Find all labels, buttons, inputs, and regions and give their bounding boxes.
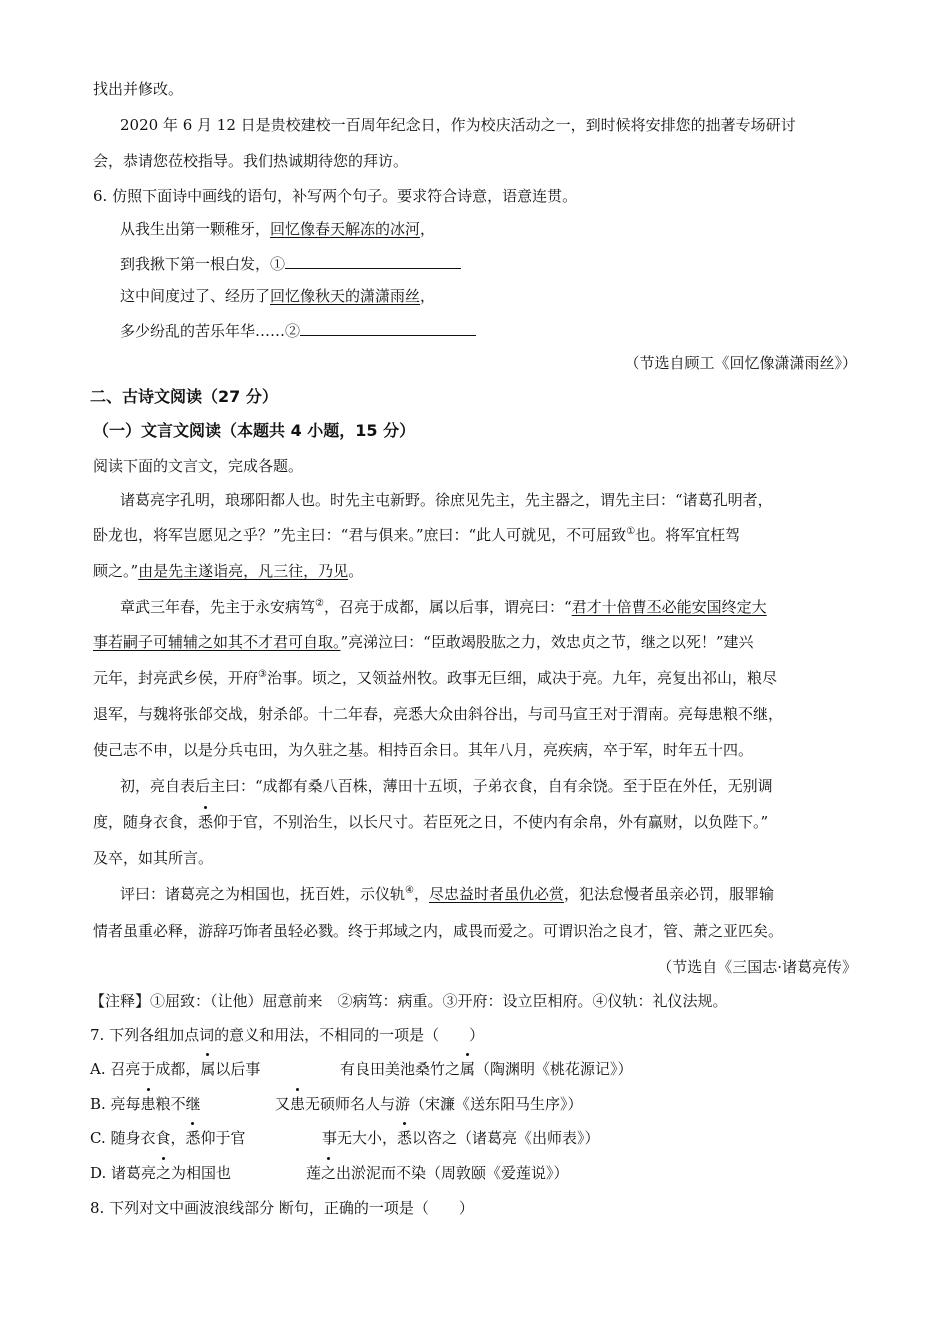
answer-blank-1[interactable] [285, 252, 461, 269]
wavy-line-segment: 君才十倍曹丕必能安国终定大 [571, 598, 767, 616]
option-text: 有良田美池桑竹之 [340, 1060, 461, 1078]
footnote-mark: ③ [258, 669, 267, 680]
underlined-sentence: 由是先主遂诣亮，凡三往，乃见 [138, 562, 349, 580]
text-line: 2020 年 6 月 12 日是贵校建校一百周年纪念日，作为校庆活动之一，到时候将安排您的拙著专场研讨 [120, 116, 796, 134]
passage-text: 评曰：诸葛亮之为相国也，抚百姓，示仪轨 [120, 885, 406, 903]
text-line: 找出并修改。 [93, 80, 184, 98]
option-text: 以咨之（诸葛亮《出师表》） [412, 1129, 600, 1147]
question-7: 7. 下列各组加点词的意义和用法，不相同的一项是（ ） [90, 1026, 485, 1044]
passage-line [120, 883, 774, 905]
option-text: C. 随身衣食， [90, 1129, 186, 1147]
option-text: （陶渊明《桃花源记》） [475, 1060, 633, 1078]
section-heading: 二、古诗文阅读（27 分） [90, 387, 278, 406]
passage-text: 章武三年春，先主于永安病笃 [120, 598, 316, 616]
footnote-mark: ④ [405, 885, 414, 896]
poem-text: 多少纷乱的苦乐年华……② [120, 322, 301, 340]
passage-text: ，犯法怠慢者虽亲必罚，服罪输 [564, 885, 775, 903]
poem-text: 到我揪下第一根白发，① [120, 255, 286, 273]
underlined-sentence: 尽忠益时者虽仇必赏 [429, 885, 565, 903]
dotted-char: 之 [321, 1164, 337, 1182]
dotted-char: 属 [200, 1060, 216, 1078]
option-d-compare [306, 1162, 569, 1184]
wavy-line-segment: 事若嗣子可辅辅之如其不才君可自取。 [93, 633, 341, 651]
option-c[interactable] [90, 1127, 246, 1149]
option-a-compare [340, 1058, 633, 1080]
option-text: 以后事 [215, 1060, 261, 1078]
footnote-mark: ① [626, 526, 636, 537]
dotted-char: 悉 [198, 813, 214, 831]
passage-source: （节选自《三国志·诸葛亮传》 [657, 958, 857, 976]
dotted-char: 患 [290, 1095, 306, 1113]
passage-line [93, 631, 754, 653]
passage-text: 治事。顷之，又领益州牧。政事无巨细，咸决于亮。九年，亮复出祁山，粮尽 [266, 669, 777, 687]
passage-line: 情者虽重必释，游辞巧饰者虽轻必戮。终于邦域之内，咸畏而爱之。可谓识治之良才，管、萧之亚匹矣。 [93, 922, 784, 940]
poem-line-1 [120, 218, 435, 240]
subsection-heading: （一）文言文阅读（本题共 4 小题，15 分） [93, 421, 416, 440]
option-text: A. 召亮于成都， [90, 1060, 201, 1078]
text-line: 会，恭请您莅校指导。我们热诚期待您的拜访。 [93, 152, 409, 170]
passage-line: 退军，与魏将张郃交战，射杀郃。十二年春，亮悉大众由斜谷出，与司马宣王对于渭南。亮每患粮不继， [93, 705, 784, 723]
passage-line [93, 811, 768, 833]
option-text: 粮不继 [155, 1095, 201, 1113]
option-b[interactable] [90, 1093, 201, 1115]
poem-line-3 [120, 285, 435, 307]
passage-text: 顾之。” [93, 562, 139, 580]
poem-source: （节选自顾工《回忆像潇潇雨丝》） [624, 354, 857, 372]
passage-text: 度，随身衣食， [93, 813, 199, 831]
passage-line [120, 596, 767, 618]
passage-line [93, 524, 740, 546]
dotted-char: 患 [140, 1095, 156, 1113]
passage-text: 卧龙也，将军岂愿见之乎？”先主曰：“君与俱来。”庶曰：“此人可就见，不可屈致 [93, 526, 627, 544]
passage-text: 也。将军宜枉驾 [635, 526, 741, 544]
dotted-char: 悉 [397, 1129, 413, 1147]
option-text: 事无大小， [322, 1129, 398, 1147]
passage-text: 元年，封亮武乡侯，开府 [93, 669, 259, 687]
passage-line [93, 667, 777, 689]
option-text: 莲 [306, 1164, 322, 1182]
poem-line-2 [120, 252, 461, 275]
passage-line [93, 560, 363, 582]
option-text: D. 诸葛亮 [90, 1164, 157, 1182]
option-text: 仰于官 [200, 1129, 246, 1147]
option-c-compare [322, 1127, 600, 1149]
passage-line: 诸葛亮字孔明，琅琊阳都人也。时先主屯新野。徐庶见先主，先主器之，谓先主曰：“诸葛孔明者， [120, 491, 773, 509]
passage-line: 初，亮自表后主曰：“成都有桑八百株，薄田十五顷，子弟衣食，自有余饶。至于臣在外任，无别调 [120, 777, 773, 795]
annotations: 【注释】①屈致：（让他）屈意前来 ②病笃：病重。③开府：设立臣相府。④仪轨：礼仪法规。 [90, 992, 728, 1010]
option-d[interactable] [90, 1162, 231, 1184]
option-text: 为相国也 [171, 1164, 232, 1182]
passage-text: ，召亮于成都，属以后事，谓亮曰：“ [323, 598, 572, 616]
question-6: 6. 仿照下面诗中画线的语句，补写两个句子。要求符合诗意，语意连贯。 [93, 187, 578, 205]
option-text: B. 亮每 [90, 1095, 141, 1113]
dotted-char: 属 [460, 1060, 476, 1078]
dotted-char: 之 [156, 1164, 172, 1182]
answer-blank-2[interactable] [300, 319, 476, 336]
passage-line: 及卒，如其所言。 [93, 849, 214, 867]
instruction: 阅读下面的文言文，完成各题。 [93, 457, 304, 475]
poem-text: 这中间度过了、经历了 [120, 287, 271, 305]
passage-line: 使己志不申，以是分兵屯田，为久驻之基。相持百余日。其年八月，亮疾病，卒于军，时年五十四。 [93, 741, 754, 759]
footnote-mark: ② [315, 598, 324, 609]
option-a[interactable] [90, 1058, 260, 1080]
passage-text: ”亮涕泣曰：“臣敢竭股肱之力，效忠贞之节，继之以死！”建兴 [340, 633, 754, 651]
underlined-model-line: 回忆像秋天的潇潇雨丝 [270, 287, 421, 305]
poem-line-4 [120, 319, 476, 342]
poem-text: ， [420, 287, 436, 305]
poem-text: 从我生出第一颗稚牙， [120, 220, 271, 238]
underlined-model-line: 回忆像春天解冻的冰河 [270, 220, 421, 238]
option-text: 无硕师名人与游（宋濂《送东阳马生序》） [305, 1095, 583, 1113]
option-text: 出淤泥而不染（周敦颐《爱莲说》） [336, 1164, 569, 1182]
dotted-char: 悉 [185, 1129, 201, 1147]
poem-text: ， [420, 220, 436, 238]
passage-text: 仰于官，不别治生，以长尺寸。若臣死之日，不使内有余帛，外有赢财，以负陛下。” [213, 813, 769, 831]
passage-text: ， [413, 885, 429, 903]
option-text: 又 [275, 1095, 291, 1113]
passage-text: 。 [348, 562, 364, 580]
option-b-compare [275, 1093, 583, 1115]
question-8: 8. 下列对文中画波浪线部分 断句，正确的一项是（ ） [90, 1199, 474, 1217]
